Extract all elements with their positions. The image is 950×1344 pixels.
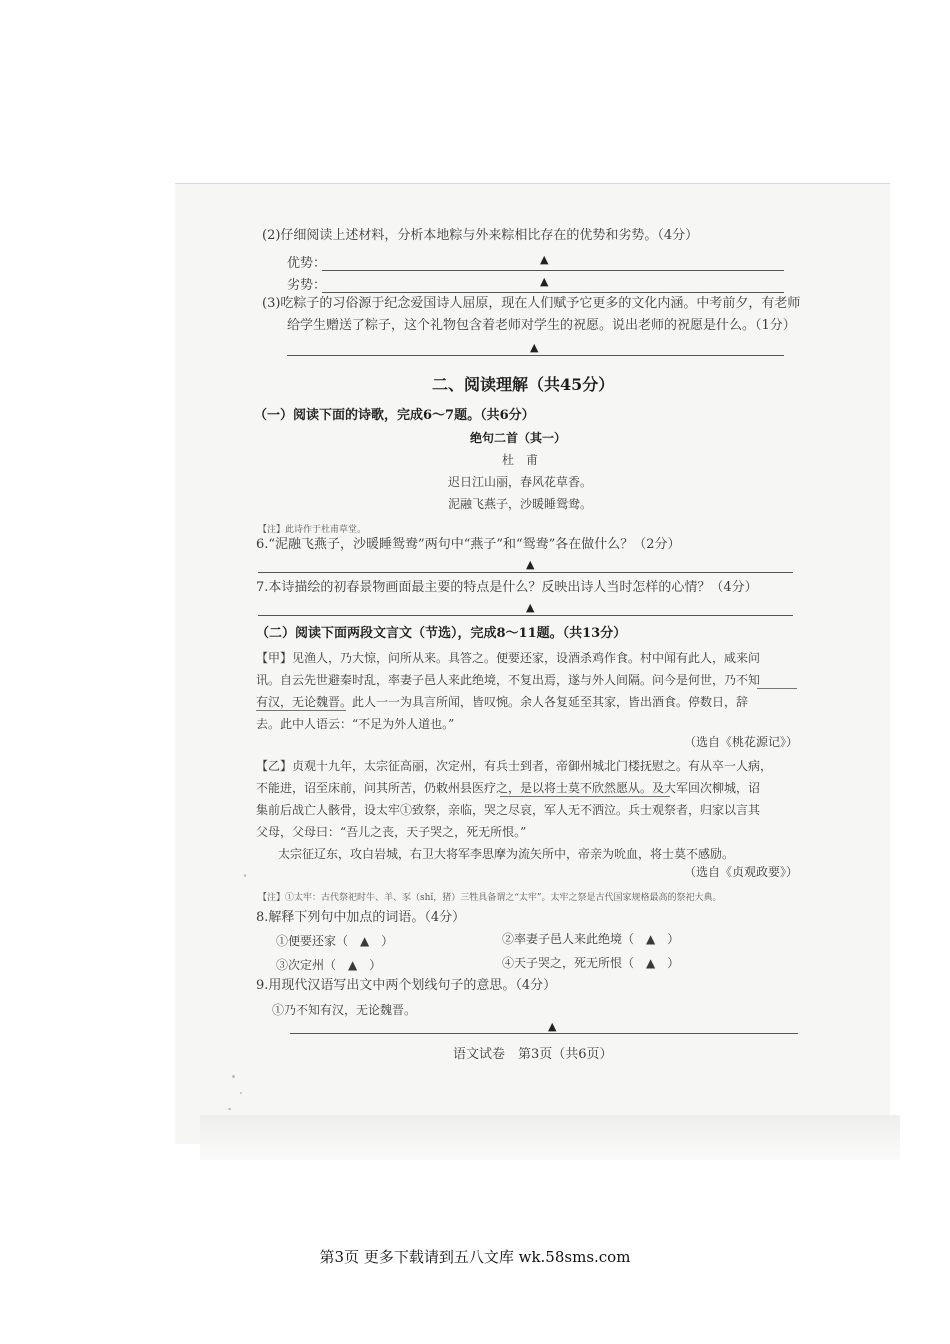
question-9: 9.用现代汉语写出文中两个划线句子的意思。（4分） bbox=[256, 978, 557, 993]
section-title: 二、阅读理解（共45分） bbox=[432, 375, 615, 394]
passage-yi-line: 不能进，诏至床前，问其所苦，仍敕州县医疗之，是以将士莫不欣然愿从。及大军回次柳城，诏 bbox=[256, 781, 761, 795]
question-6: 6.“泥融飞燕子，沙暖睡鸳鸯”两句中“燕子”和“鸳鸯”各在做什么？（2分） bbox=[256, 537, 681, 552]
underline-mark bbox=[256, 710, 346, 711]
passage-yi-line: 集前后战亡人骸骨，设太牢①致祭，亲临，哭之尽哀，军人无不洒泣。兵士观祭者，归家以言其 bbox=[256, 803, 761, 817]
scan-speck bbox=[244, 874, 246, 877]
answer-mark: ▲ bbox=[526, 601, 535, 614]
advantage-label: 优势： bbox=[287, 256, 327, 271]
passage-jia-line: 有汉，无论魏晋。此人一一为具言所闻，皆叹惋。余人各复延至其家，皆出酒食。停数日，辞 bbox=[256, 695, 749, 709]
passage-yi-line: 太宗征辽东，攻白岩城，右卫大将军李思摩为流矢所中，帝亲为吮血，将士莫不感励。 bbox=[278, 847, 735, 861]
source-citation: （选自《贞观政要》） bbox=[684, 865, 799, 879]
scan-shadow bbox=[200, 1115, 900, 1160]
underline-mark bbox=[500, 796, 670, 797]
answer-mark: ▲ bbox=[540, 253, 549, 266]
scan-speck bbox=[232, 1075, 235, 1078]
answer-mark: ▲ bbox=[530, 341, 539, 354]
scan-speck bbox=[240, 1092, 242, 1094]
q5-part3-line1: (3)吃粽子的习俗源于纪念爱国诗人屈原，现在人们赋予它更多的文化内涵。中考前夕，有老师 bbox=[262, 296, 801, 311]
question-8: 8.解释下列句中加点的词语。（4分） bbox=[256, 910, 466, 925]
answer-line bbox=[322, 270, 784, 271]
q5-part2: (2)仔细阅读上述材料，分析本地粽与外来粽相比存在的优势和劣势。（4分） bbox=[262, 228, 699, 243]
passage-jia-line: 【甲】见渔人，乃大惊，问所从来。具答之。便要还家，设酒杀鸡作食。村中闻有此人，咸来问 bbox=[256, 651, 761, 665]
poem-note: 【注】此诗作于杜甫草堂。 bbox=[258, 525, 367, 535]
q5-part3-line2: 给学生赠送了粽子，这个礼物包含着老师对学生的祝愿。说出老师的祝愿是什么。（1分） bbox=[287, 318, 796, 333]
footer-note: 第3页 更多下载请到五八文库 wk.58sms.com bbox=[319, 1248, 631, 1266]
source-citation: （选自《桃花源记》） bbox=[684, 735, 799, 749]
poem-line: 迟日江山丽，春风花草香。 bbox=[448, 475, 593, 489]
passage-jia-line: 讯。自云先世避秦时乱，率妻子邑人来此绝境，不复出焉，遂与外人间隔。问今是何世，乃不知 bbox=[256, 673, 761, 687]
passage-yi-line: 【乙】贞观十九年，太宗征高丽，次定州，有兵士到者，帝御州城北门楼抚慰之。有从卒一人病， bbox=[256, 759, 773, 773]
q8-item: ②率妻子邑人来此绝境（ ▲ ） bbox=[502, 932, 680, 946]
poem-intro: （一）阅读下面的诗歌，完成6～7题。（共6分） bbox=[254, 408, 535, 423]
answer-mark: ▲ bbox=[540, 275, 549, 288]
poem-line: 泥融飞燕子，沙暖睡鸳鸯。 bbox=[448, 497, 593, 511]
q8-item: ①便要还家（ ▲ ） bbox=[276, 934, 394, 948]
passage-note: 【注】①太牢：古代祭祀时牛、羊、豕（shǐ，猪）三牲具备谓之“太牢”。太牢之祭是古代国家规格最高的祭祀大典。 bbox=[258, 893, 722, 903]
poem-title: 绝句二首（其一） bbox=[470, 431, 567, 445]
classical-intro: （二）阅读下面两段文言文（节选），完成8～11题。（共13分） bbox=[256, 626, 627, 641]
passage-jia-line: 去。此中人语云：“不足为外人道也。” bbox=[256, 717, 455, 731]
answer-mark: ▲ bbox=[548, 1020, 557, 1033]
underline-mark bbox=[757, 688, 797, 689]
poem-author: 杜 甫 bbox=[502, 453, 539, 467]
page-number-label: 语文试卷 第3页（共6页） bbox=[453, 1047, 613, 1062]
answer-line bbox=[322, 292, 784, 293]
answer-line bbox=[258, 572, 793, 573]
q9-sentence: ①乃不知有汉，无论魏晋。 bbox=[272, 1003, 417, 1017]
answer-mark: ▲ bbox=[526, 558, 535, 571]
q8-item: ③次定州（ ▲ ） bbox=[276, 958, 382, 972]
question-7: 7.本诗描绘的初春景物画面最主要的特点是什么？反映出诗人当时怎样的心情？（4分） bbox=[256, 580, 758, 595]
disadvantage-label: 劣势： bbox=[287, 278, 327, 293]
q8-item: ④天子哭之，死无所恨（ ▲ ） bbox=[502, 956, 680, 970]
answer-line bbox=[290, 1033, 798, 1034]
passage-yi-line: 父母，父母曰：“吾儿之丧，天子哭之，死无所恨。” bbox=[256, 825, 527, 839]
answer-line bbox=[258, 615, 793, 616]
answer-line bbox=[287, 355, 784, 356]
scan-speck bbox=[228, 1108, 231, 1110]
